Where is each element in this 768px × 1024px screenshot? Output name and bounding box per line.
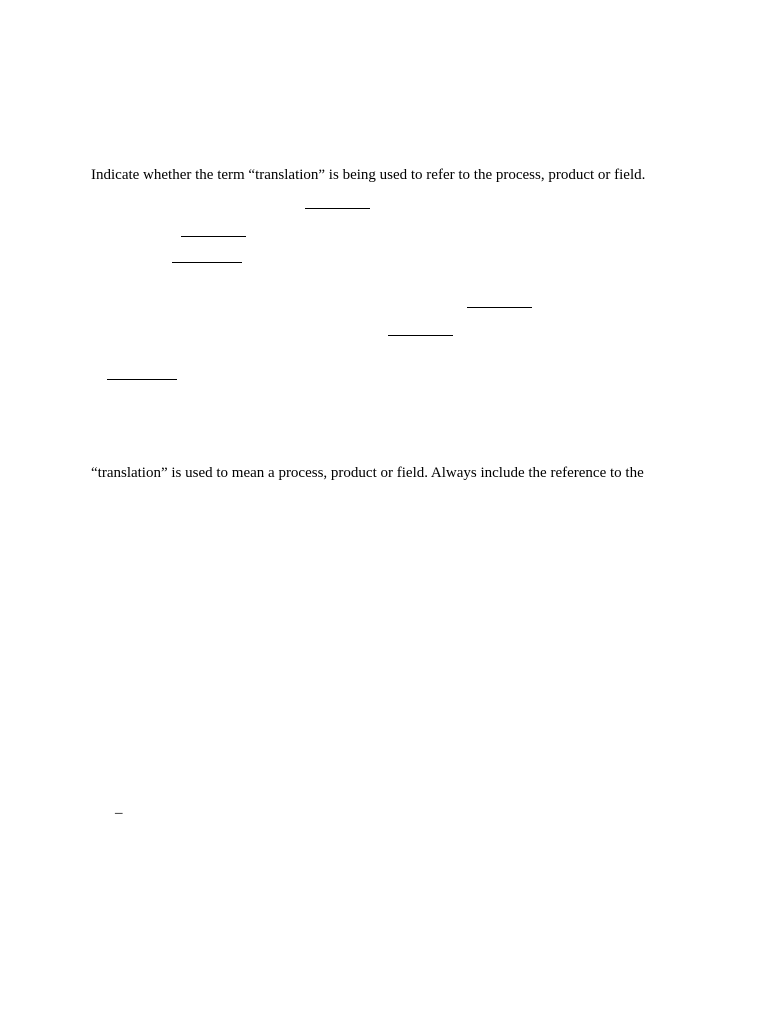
answer-blank-2[interactable] xyxy=(181,236,246,237)
answer-blank-1[interactable] xyxy=(305,208,370,209)
note-text: “translation” is used to mean a process, product or field. Always include the reference to the xyxy=(91,465,644,481)
answer-blank-4[interactable] xyxy=(467,307,532,308)
instruction-text: Indicate whether the term “translation” is being used to refer to the process, product or field. xyxy=(91,167,646,183)
dash-mark: – xyxy=(115,805,123,821)
answer-blank-5[interactable] xyxy=(388,335,453,336)
answer-blank-3[interactable] xyxy=(172,262,242,263)
answer-blank-6[interactable] xyxy=(107,379,177,380)
